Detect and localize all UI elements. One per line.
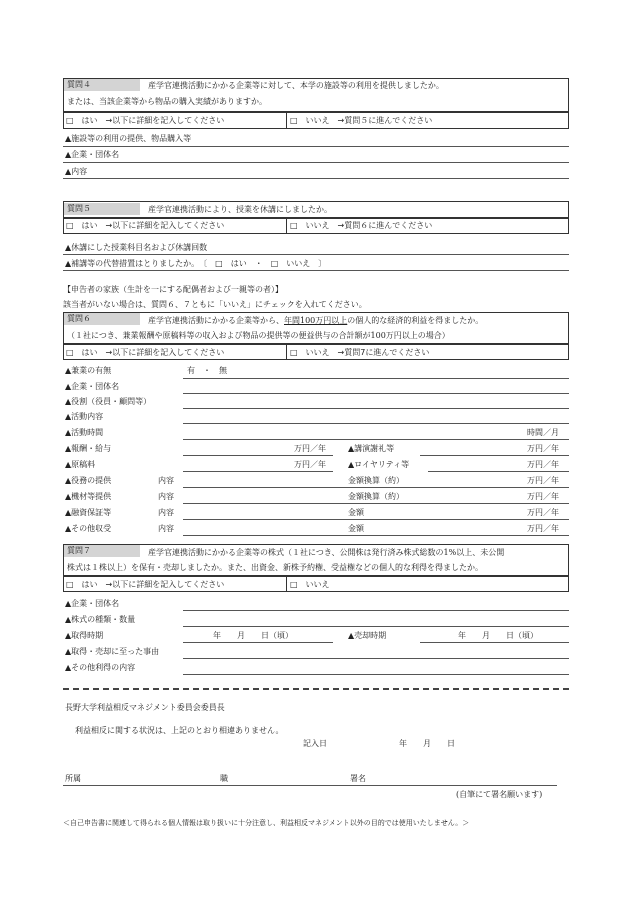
q7-acquire-date-format: 年 月 日（頃） [213,631,293,640]
q7-field-other: ▲その他利得の内容 [65,663,136,672]
family-heading: 【申告者の家族（生計を一にする配偶者および一親等の者）】 [63,285,283,294]
q6-field-reward: ▲報酬・給与 [65,444,112,453]
q6-other-amount-label: 金額 [348,524,364,533]
q6-question-line2: （１社につき、兼業報酬や原稿料等の収入および物品の提供等の便益供与の合計額が100万円以上の場合） [67,331,450,340]
q5-field-makeup[interactable]: ▲補講等の代替措置はとりましたか。 〔 □ はい ・ □ いいえ 〕 [65,259,327,268]
q6-field-manuscript: ▲原稿料 [65,460,96,469]
q6-question-underlined: 年間100万円以上 [284,316,348,325]
q6-royalty-unit: 万円／年 [527,460,559,469]
family-note: 該当者がいない場合は、質問６、７ともに「いいえ」にチェックを入れてください。 [63,300,367,309]
signature-note: (自筆にて署名願います) [456,790,543,799]
q6-field-lecture: ▲講演謝礼等 [348,444,395,453]
q6-equipment-amount-label: 金額換算（約） [348,492,404,501]
q6-field-company: ▲企業・団体名 [65,382,120,391]
q6-field-loan: ▲融資保証等 [65,508,112,517]
q6-question-pre: 産学官連携活動にかかる企業等から、 [148,316,284,325]
q7-no-checkbox[interactable]: □ いいえ [290,580,330,589]
q5-question: 産学官連携活動により、授業を休講にしましたか。 [148,205,332,214]
q6-equipment-content-label: 内容 [158,492,174,501]
q6-yes-checkbox[interactable]: □ はい →以下に詳細を記入してください [66,348,225,357]
q6-service-amount-label: 金額換算（約） [348,476,404,485]
q7-field-stock: ▲株式の種類・数量 [65,615,136,624]
q4-field-content: ▲内容 [65,167,88,176]
q6-field-royalty: ▲ロイヤリティ等 [348,460,410,469]
q6-field-other: ▲その他収受 [65,524,112,533]
q7-field-company: ▲企業・団体名 [65,599,120,608]
date-label: 記入日 [303,739,327,748]
q6-field-service: ▲役務の提供 [65,476,112,485]
q6-field-time: ▲活動時間 [65,428,104,437]
q6-loan-amount-label: 金額 [348,508,364,517]
q7-yes-checkbox[interactable]: □ はい →以下に詳細を記入してください [66,580,225,589]
q6-field-equipment: ▲機材等提供 [65,492,112,501]
q6-equipment-unit: 万円／年 [527,492,559,501]
q7-question-line2: 株式は１株以上）を保有・売却しましたか。また、出資金、新株予約権、受益権などの個人的な利得を得ましたか。 [67,563,483,572]
q6-question-post: の個人的な経済的利益を得ましたか。 [347,316,484,325]
q7-label: 質問７ [64,545,140,557]
q4-question-line1: 産学官連携活動にかかる企業等に対して、本学の施設等の利用を提供しましたか。 [148,81,444,90]
affiliation-label: 所属 [65,774,81,783]
q5-label: 質問５ [64,203,140,215]
q4-question-line2: または、当該企業等から物品の購入実績がありますか。 [67,97,267,106]
date-format: 年 月 日 [399,739,455,748]
q6-other-content-label: 内容 [158,524,174,533]
q7-field-reason: ▲取得・売却に至った事由 [65,647,160,656]
q6-field-kengyo: ▲兼業の有無 [65,366,112,375]
q6-label: 質問６ [64,313,140,325]
q6-no-checkbox[interactable]: □ いいえ →質問7に進んでください [290,348,430,357]
q4-field-company: ▲企業・団体名 [65,150,120,159]
position-label: 職 [220,774,228,783]
q7-field-sell-date: ▲売却時期 [348,631,387,640]
privacy-note: ＜自己申告書に関連して得られる個人情報は取り扱いに十分注意し、利益相反マネジメント以外の目的では使用いたしません。＞ [63,819,470,827]
q5-yes-checkbox[interactable]: □ はい →以下に詳細を記入してください [66,221,225,230]
q6-field-role: ▲役割（役員・顧問等） [65,397,152,406]
committee-chair: 長野大学利益相反マネジメント委員会委員長 [65,703,225,712]
q6-other-unit: 万円／年 [527,524,559,533]
signature-label: 署名 [350,774,366,783]
q4-label: 質問４ [64,79,140,91]
q4-yes-checkbox[interactable]: □ はい →以下に詳細を記入してください [66,116,225,125]
q7-question-line1: 産学官連携活動にかかる企業等の株式（１社につき、公開株は発行済み株式総数の1%以上、未公開 [148,548,505,557]
declaration-text: 利益相反に関する状況は、上記のとおり相違ありません。 [75,726,284,735]
q4-field-facility: ▲施設等の利用の提供、物品購入等 [65,134,192,143]
q6-kengyo-options[interactable]: 有 ・ 無 [187,366,227,375]
q6-loan-content-label: 内容 [158,508,174,517]
q6-lecture-unit: 万円／年 [527,444,559,453]
q6-service-content-label: 内容 [158,476,174,485]
q6-manuscript-unit: 万円／年 [294,460,326,469]
q6-field-activity: ▲活動内容 [65,412,104,421]
q7-sell-date-format: 年 月 日（頃） [458,631,538,640]
q5-field-cancelled: ▲休講にした授業科目名および休講回数 [65,243,208,252]
q6-service-unit: 万円／年 [527,476,559,485]
q6-question-line1 [148,315,483,326]
cut-line [63,688,569,690]
q6-reward-unit: 万円／年 [294,444,326,453]
q4-no-checkbox[interactable]: □ いいえ →質問５に進んでください [290,116,433,125]
q5-no-checkbox[interactable]: □ いいえ →質問６に進んでください [290,221,433,230]
q6-time-unit: 時間／月 [527,428,559,437]
q6-loan-unit: 万円／年 [527,508,559,517]
q7-field-acquire-date: ▲取得時期 [65,631,104,640]
